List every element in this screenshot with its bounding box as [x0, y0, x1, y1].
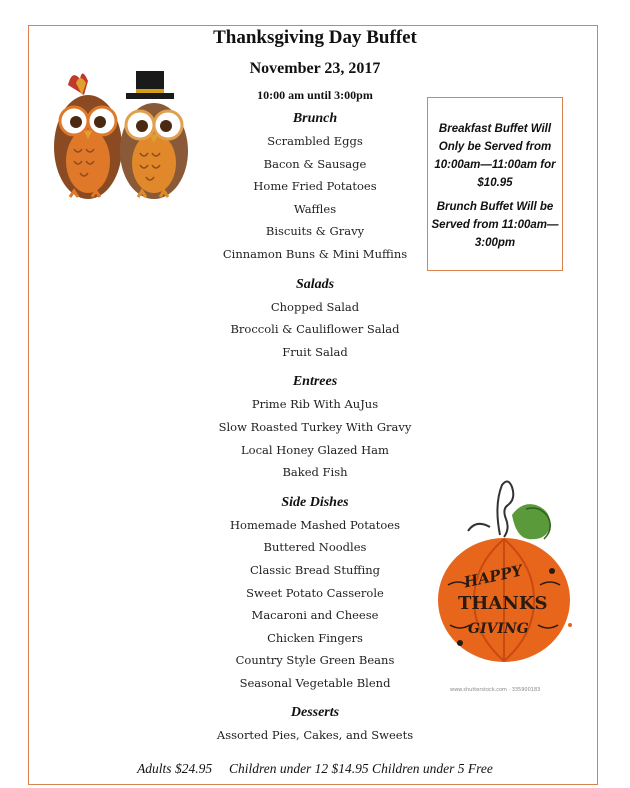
menu-item: Seasonal Vegetable Blend	[239, 675, 391, 690]
menu-item: Home Fried Potatoes	[253, 179, 377, 194]
menu-item: Chicken Fingers	[267, 630, 363, 645]
menu-item: Prime Rib With AuJus	[251, 397, 379, 412]
menu-list	[200, 108, 430, 747]
section-heading-salads: Salads	[295, 276, 335, 292]
menu-item: Macaroni and Cheese	[251, 608, 379, 623]
menu-item: Sweet Potato Casserole	[246, 585, 384, 600]
buffet-hours-box	[427, 97, 563, 271]
event-hours: 10:00 am until 3:00pm	[257, 88, 373, 102]
section-heading-side-dishes: Side Dishes	[281, 494, 349, 510]
right-owl	[120, 71, 188, 199]
image-watermark: www.shutterstock.com · 335900183	[450, 687, 541, 693]
pumpkin-text-happy: HAPPY	[462, 561, 524, 592]
owls-illustration	[50, 65, 195, 205]
menu-item: Chopped Salad	[270, 299, 360, 314]
event-date: November 23, 2017	[249, 60, 381, 77]
pumpkin-text-giving: GIVING	[468, 621, 529, 637]
left-owl	[54, 73, 122, 199]
menu-item: Slow Roasted Turkey With Gravy	[218, 419, 412, 434]
menu-item: Buttered Noodles	[263, 540, 367, 555]
menu-item: Biscuits & Gravy	[265, 224, 365, 239]
menu-item: Scrambled Eggs	[267, 134, 363, 148]
menu-item: Classic Bread Stuffing	[249, 562, 381, 577]
menu-item: Cinnamon Buns & Mini Muffins	[222, 246, 408, 261]
section-heading-brunch: Brunch	[292, 111, 338, 126]
menu-item: Broccoli & Cauliflower Salad	[230, 322, 400, 337]
pumpkin-text-thanks: THANKS	[458, 593, 548, 614]
happy-thanksgiving-pumpkin	[430, 475, 580, 697]
menu-item: Fruit Salad	[282, 344, 348, 359]
brunch-note: Brunch Buffet Will be Served from 11:00am—3:00pm	[431, 201, 559, 249]
menu-item: Homemade Mashed Potatoes	[230, 517, 400, 532]
menu-item: Waffles	[293, 201, 337, 216]
section-heading-entrees: Entrees	[292, 374, 338, 390]
pricing-footer: Adults $24.95 Children under 12 $14.95 Children under 5 Free	[137, 761, 493, 776]
page-title: Thanksgiving Day Buffet	[213, 27, 417, 48]
breakfast-note: Breakfast Buffet Will Only be Served from 10:00am—11:00am for $10.95	[434, 123, 556, 189]
menu-item: Assorted Pies, Cakes, and Sweets	[216, 728, 414, 743]
menu-item: Local Honey Glazed Ham	[241, 442, 389, 457]
section-heading-desserts: Desserts	[290, 705, 340, 721]
menu-item: Country Style Green Beans	[235, 653, 395, 668]
menu-item: Baked Fish	[282, 465, 348, 480]
menu-item: Bacon & Sausage	[263, 156, 367, 171]
